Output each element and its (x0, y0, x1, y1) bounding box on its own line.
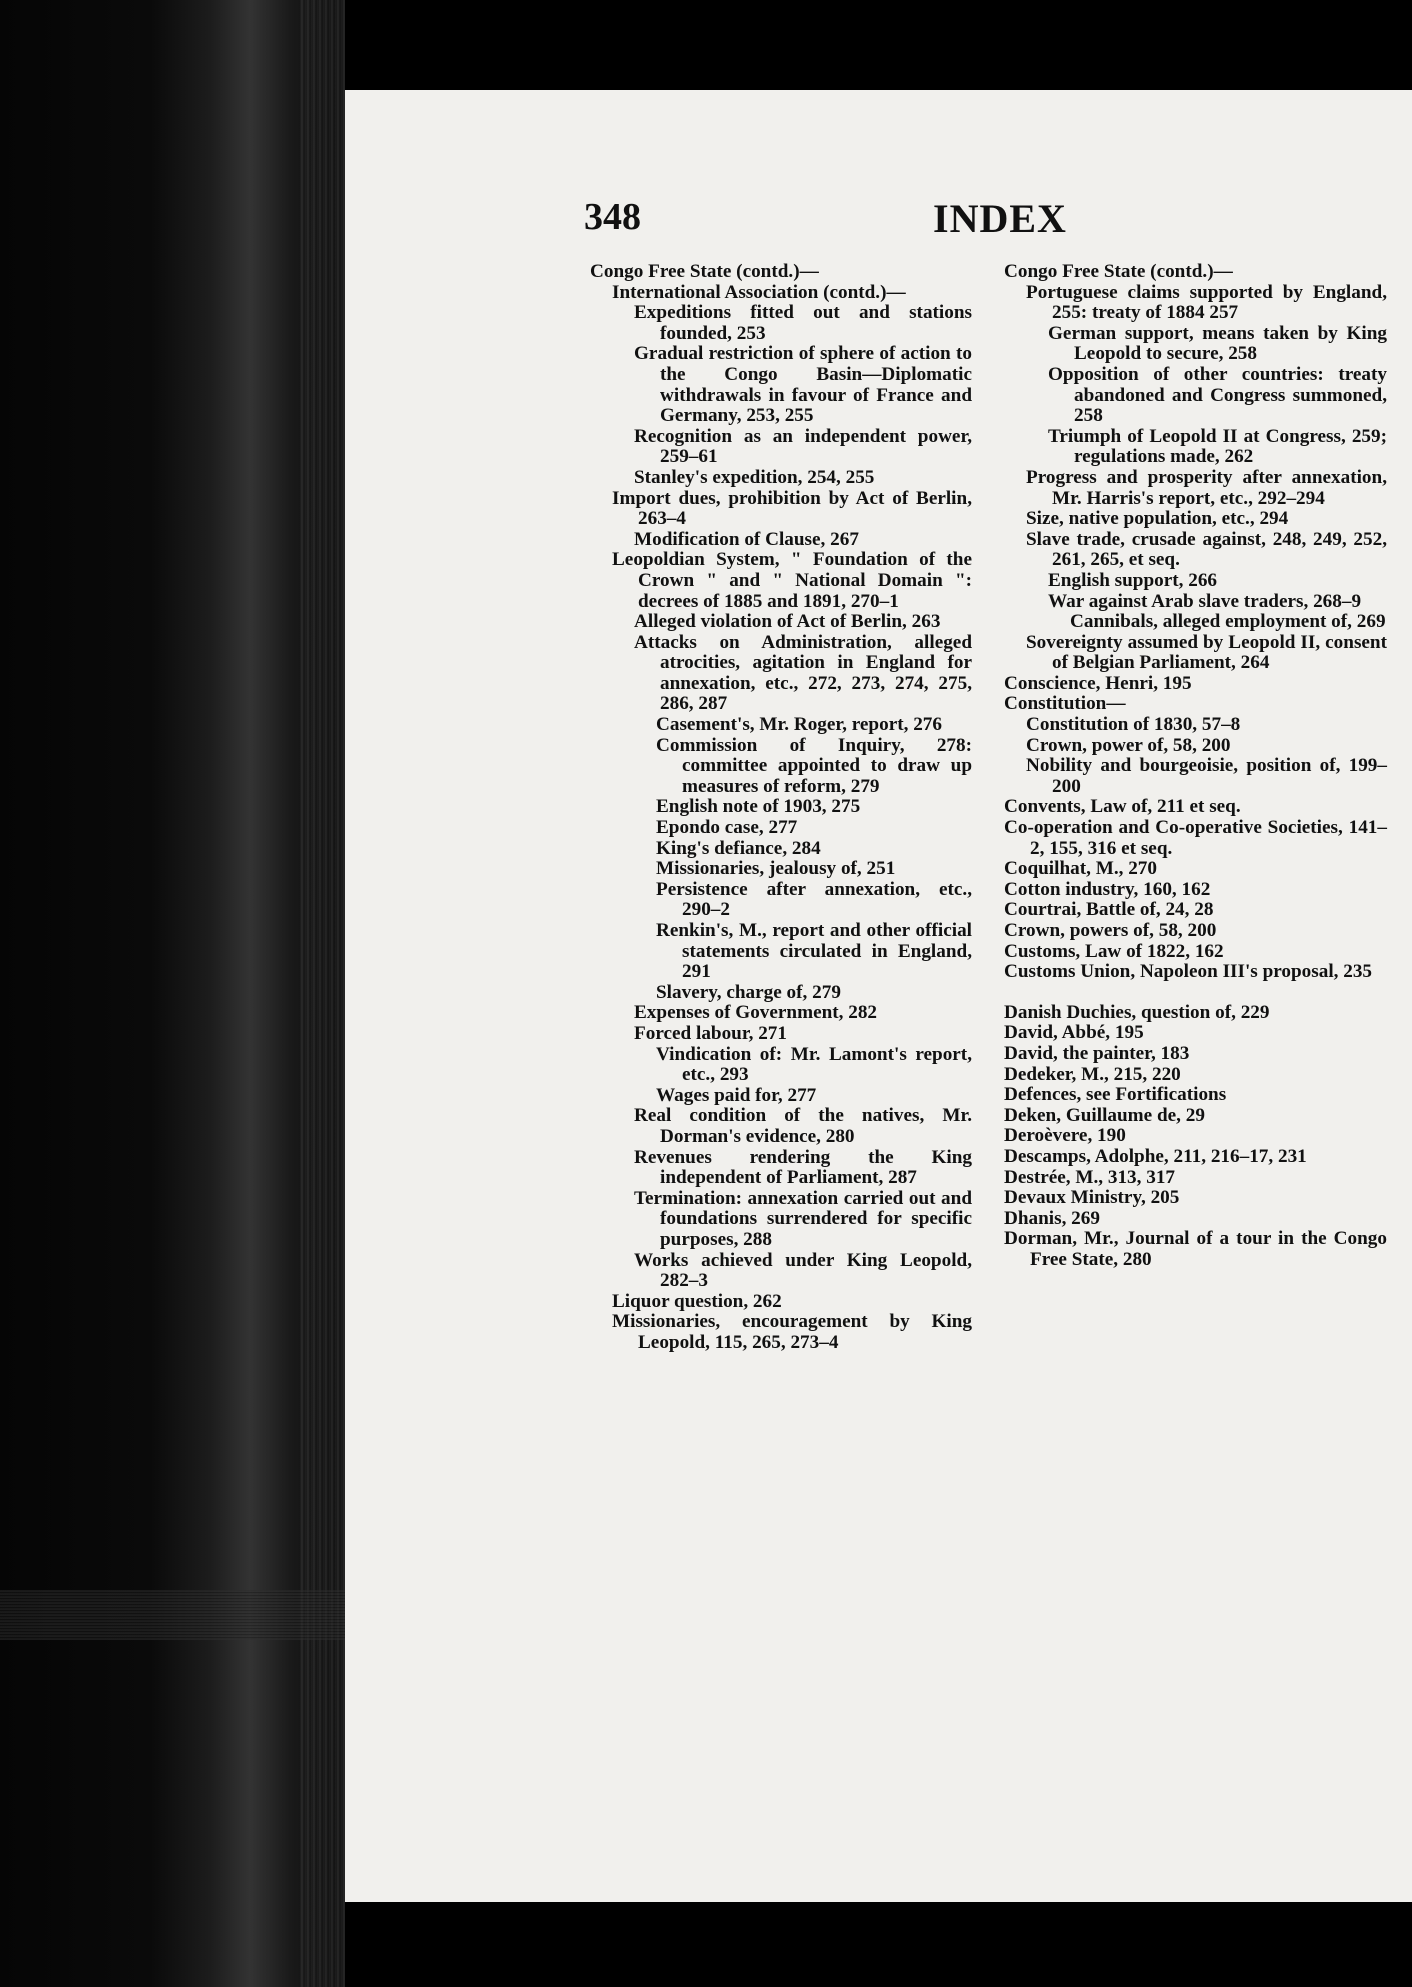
index-entry: Danish Duchies, question of, 229 (1004, 1001, 1270, 1023)
index-entry: Dedeker, M., 215, 220 (1004, 1063, 1181, 1085)
index-entry: Revenues rendering the King independent of Parliament, 287 (634, 1146, 972, 1189)
index-entry: Vindication of: Mr. Lamont's report, etc., 293 (656, 1043, 972, 1086)
scan-artifact (0, 1590, 345, 1640)
index-entry: Works achieved under King Leopold, 282–3 (634, 1249, 972, 1292)
index-gap (1004, 983, 1387, 1003)
index-entry: Deroèvere, 190 (1004, 1125, 1126, 1147)
index-entry: Casement's, Mr. Roger, report, 276 (656, 714, 942, 736)
page-edges (300, 0, 345, 1987)
index-entry: Modification of Clause, 267 (634, 528, 859, 550)
index-entry: German support, means taken by King Leopold to secure, 258 (1048, 322, 1387, 365)
index-entry: Congo Free State (contd.)— (590, 261, 819, 282)
index-entry: English support, 266 (1048, 569, 1218, 591)
index-entry: Commission of Inquiry, 278: committee appointed to draw up measures of reform, 279 (656, 734, 972, 797)
index-entry: Forced labour, 271 (634, 1022, 787, 1044)
index-entry: Descamps, Adolphe, 211, 216–17, 231 (1004, 1145, 1307, 1167)
index-entry: Renkin's, M., report and other official statements circulated in England, 291 (656, 920, 972, 983)
index-entry: Progress and prosperity after annexation, Mr. Harris's report, etc., 292–294 (1026, 466, 1387, 509)
index-entry: Constitution of 1830, 57–8 (1026, 714, 1241, 736)
page-title: INDEX (933, 196, 1067, 241)
index-entry: Import dues, prohibition by Act of Berlin, 263–4 (612, 487, 972, 530)
index-entry: Constitution— (1004, 693, 1126, 715)
index-entry: Defences, see Fortifications (1004, 1084, 1227, 1106)
index-entry: David, the painter, 183 (1004, 1042, 1190, 1064)
index-entry: Missionaries, encouragement by King Leopold, 115, 265, 273–4 (612, 1311, 972, 1353)
index-entry: English note of 1903, 275 (656, 796, 861, 818)
index-entry: Termination: annexation carried out and foundations surrendered for specific purposes, 288 (634, 1187, 972, 1250)
page-header (0, 195, 1412, 245)
index-entry: Co-operation and Co-operative Societies, 141–2, 155, 316 et seq. (1004, 817, 1387, 859)
index-entry: Slave trade, crusade against, 248, 249, 252, 261, 265, et seq. (1026, 528, 1387, 571)
index-entry: Stanley's expedition, 254, 255 (634, 466, 875, 488)
index-entry: Crown, power of, 58, 200 (1026, 734, 1231, 756)
index-entry: Epondo case, 277 (656, 817, 798, 839)
index-entry: Customs, Law of 1822, 162 (1004, 940, 1224, 962)
index-entry: Convents, Law of, 211 et seq. (1004, 796, 1241, 818)
index-entry: Missionaries, jealousy of, 251 (656, 858, 896, 880)
index-entry: International Association (contd.)— (612, 281, 906, 303)
index-entry: King's defiance, 284 (656, 837, 821, 859)
index-entry: Wages paid for, 277 (656, 1084, 817, 1106)
index-entry: Courtrai, Battle of, 24, 28 (1004, 899, 1214, 921)
index-entry: Expenses of Government, 282 (634, 1002, 878, 1024)
index-entry: Dorman, Mr., Journal of a tour in the Congo Free State, 280 (1004, 1228, 1387, 1270)
index-entry: Opposition of other countries: treaty abandoned and Congress summoned, 258 (1048, 363, 1387, 427)
index-entry: Recognition as an independent power, 259–61 (634, 425, 972, 468)
index-entry: David, Abbé, 195 (1004, 1022, 1144, 1044)
index-entry: Triumph of Leopold II at Congress, 259; regulations made, 262 (1048, 425, 1387, 468)
index-column-left (590, 262, 972, 1353)
index-entry: War against Arab slave traders, 268–9 (1048, 590, 1362, 612)
index-entry: Deken, Guillaume de, 29 (1004, 1104, 1205, 1126)
index-entry: Customs Union, Napoleon III's proposal, 235 (1004, 961, 1373, 983)
index-entry: Crown, powers of, 58, 200 (1004, 920, 1217, 941)
index-entry: Conscience, Henri, 195 (1004, 672, 1192, 694)
index-entry: Slavery, charge of, 279 (656, 981, 841, 1003)
index-entry: Dhanis, 269 (1004, 1207, 1100, 1229)
index-entry: Devaux Ministry, 205 (1004, 1187, 1180, 1209)
index-entry: Destrée, M., 313, 317 (1004, 1166, 1176, 1188)
index-entry: Cannibals, alleged employment of, 269 (1070, 611, 1386, 633)
index-entry: Persistence after annexation, etc., 290–2 (656, 878, 972, 921)
index-entry: Congo Free State (contd.)— (1004, 261, 1233, 282)
index-entry: Portuguese claims supported by England, 255: treaty of 1884 257 (1026, 281, 1387, 324)
index-entry: Leopoldian System, " Foundation of the Crown " and " National Domain ": decrees of 1885 and 1891, 270–1 (612, 549, 972, 612)
index-column-right (1004, 262, 1387, 1271)
index-entry: Sovereignty assumed by Leopold II, consent of Belgian Parliament, 264 (1026, 631, 1387, 674)
index-entry: Attacks on Administration, alleged atrocities, agitation in England for annexation, etc., 272, 273, 274, 275, 286, 287 (634, 631, 972, 715)
index-entry: Gradual restriction of sphere of action to the Congo Basin—Diplomatic withdrawals in favour of France and Germany, 253, 255 (634, 343, 972, 427)
index-entry: Size, native population, etc., 294 (1026, 508, 1289, 530)
index-entry: Nobility and bourgeoisie, position of, 199–200 (1026, 755, 1387, 797)
index-entry: Coquilhat, M., 270 (1004, 858, 1157, 880)
page-number: 348 (584, 196, 641, 238)
index-entry: Cotton industry, 160, 162 (1004, 878, 1211, 900)
book-spine-shadow (0, 0, 345, 1987)
index-entry: Liquor question, 262 (612, 1290, 782, 1312)
index-entry: Alleged violation of Act of Berlin, 263 (634, 611, 941, 633)
index-entry: Real condition of the natives, Mr. Dorman's evidence, 280 (634, 1105, 972, 1147)
index-entry: Expeditions fitted out and stations founded, 253 (634, 302, 972, 344)
